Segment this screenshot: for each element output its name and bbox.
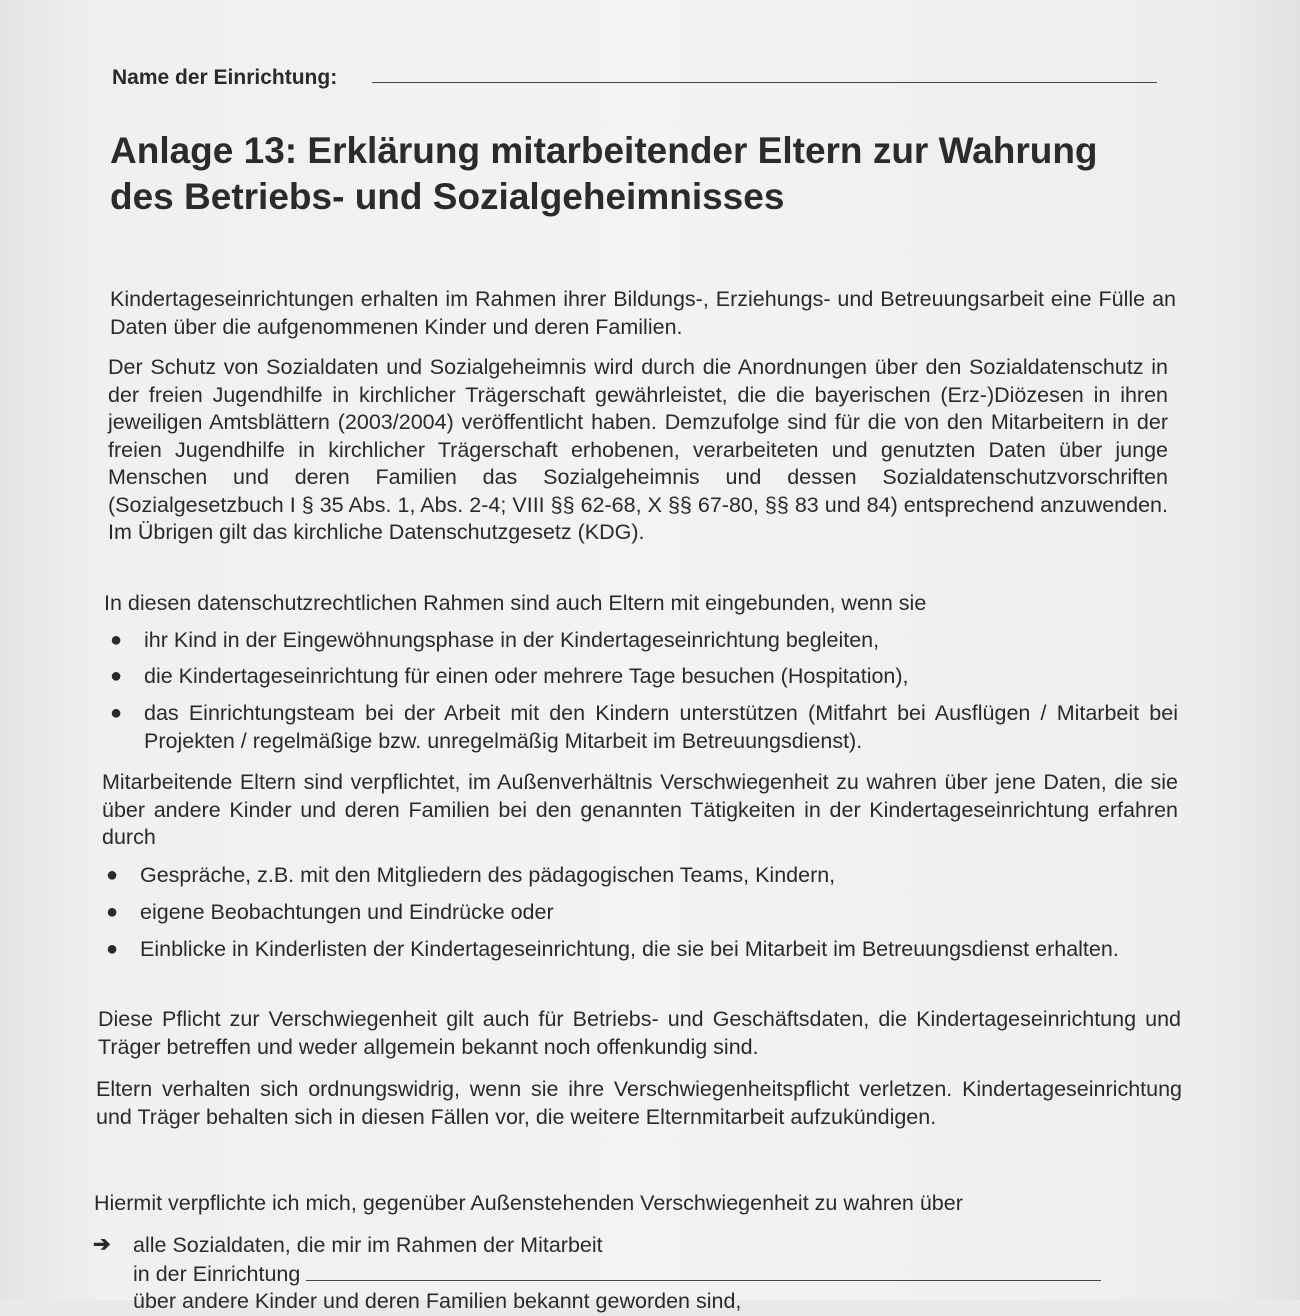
- bullet-icon: ●: [110, 702, 123, 724]
- title-line-2: des Betriebs- und Sozialgeheimnisses: [110, 176, 785, 217]
- bullet-icon: ●: [106, 864, 119, 886]
- arrow-right-icon: ➔: [93, 1233, 111, 1256]
- paragraph-intro: Kindertageseinrichtungen erhalten im Rahmen ihrer Bildungs-, Erziehungs- und Betreuungsarbeit eine Fülle an Daten über die aufgenommenen Kinder und deren Familien.: [110, 287, 1176, 339]
- list-item: ● ihr Kind in der Eingewöhnungsphase in der Kindertageseinrichtung begleiten,: [144, 627, 1174, 655]
- institution-name-label: Name der Einrichtung:: [112, 66, 338, 89]
- list-item: ● Einblicke in Kinderlisten der Kindertageseinrichtung, die sie bei Mitarbeit im Betreuungsdienst erhalten.: [140, 936, 1182, 964]
- paragraph-obligation: Mitarbeitende Eltern sind verpflichtet, im Außenverhältnis Verschwiegenheit zu wahren über jene Daten, die sie über andere Kinder und deren Familien bei den genannten Tätigkeiten in der Kindertageseinrichtung erfahren durch: [102, 770, 1178, 849]
- list-item: ● das Einrichtungsteam bei der Arbeit mit den Kindern unterstützen (Mitfahrt bei Ausflügen / Mitarbeit bei Projekten / regelmäßige bzw. unregelmäßig Mitarbeit im Betreuungsdienst).: [110, 701, 1178, 753]
- institution-name-blank-line: [372, 82, 1157, 83]
- title-line-1: Anlage 13: Erklärung mitarbeitender Eltern zur Wahrung: [110, 130, 1098, 171]
- institution-blank-line: [306, 1279, 1101, 1281]
- paragraph-legal-basis: Der Schutz von Sozialdaten und Sozialgeheimnis wird durch die Anordnungen über den Sozialdatenschutz in der freien Jugendhilfe in kirchlicher Trägerschaft gewährleistet, die die bayerischen (Erz-)Diözesen in ihren jeweiligen Amtsblättern (2003/2004) veröffentlicht haben. Demzufolge sind für die von den Mitarbeitern in der freien Jugendhilfe in kirchlicher Trägerschaft erhobenen, verarbeiteten und genutzten Daten über junge Menschen und deren Familien das Sozialgeheimnis und dessen Sozialdatenschutzvorschriften (Sozialgesetzbuch I § 35 Abs. 1, Abs. 2-4; VIII §§ 62-68, X §§ 67-80, §§ 83 und 84) entsprechend anzuwenden. Im Übrigen gilt das kirchliche Datenschutzgesetz (KDG).: [108, 355, 1168, 544]
- list-item: ● Gespräche, z.B. mit den Mitgliedern des pädagogischen Teams, Kindern,: [140, 862, 1180, 890]
- bullet-icon: ●: [106, 938, 119, 960]
- bullet-icon: ●: [110, 629, 123, 651]
- paragraph-parents-scope: In diesen datenschutzrechtlichen Rahmen sind auch Eltern mit eingebunden, wenn sie: [104, 591, 927, 615]
- arrow-list-continuation: in der Einrichtung: [133, 1261, 1173, 1289]
- bullet-icon: ●: [110, 665, 123, 687]
- paragraph-commitment: Hiermit verpflichte ich mich, gegenüber Außenstehenden Verschwiegenheit zu wahren über: [94, 1191, 963, 1215]
- document-title: [110, 128, 1200, 220]
- list-item: ● eigene Beobachtungen und Eindrücke oder: [140, 899, 1180, 927]
- institution-name-field: [112, 64, 1162, 94]
- arrow-list-continuation-cut: über andere Kinder und deren Familien bekannt geworden sind,: [133, 1289, 742, 1313]
- bullet-icon: ●: [106, 901, 119, 923]
- arrow-list-item: ➔ alle Sozialdaten, die mir im Rahmen der Mitarbeit: [93, 1233, 603, 1257]
- paragraph-business-data: Diese Pflicht zur Verschwiegenheit gilt auch für Betriebs- und Geschäftsdaten, die Kindertageseinrichtung und Träger betreffen und weder allgemein bekannt noch offenkundig sind.: [98, 1007, 1181, 1059]
- list-item: ● die Kindertageseinrichtung für einen oder mehrere Tage besuchen (Hospitation),: [144, 663, 1174, 691]
- paragraph-violation: Eltern verhalten sich ordnungswidrig, wenn sie ihre Verschwiegenheitspflicht verletzen. Kindertageseinrichtung und Träger behalten sich in diesen Fällen vor, die weitere Elternmitarbeit aufzukündigen.: [96, 1077, 1182, 1129]
